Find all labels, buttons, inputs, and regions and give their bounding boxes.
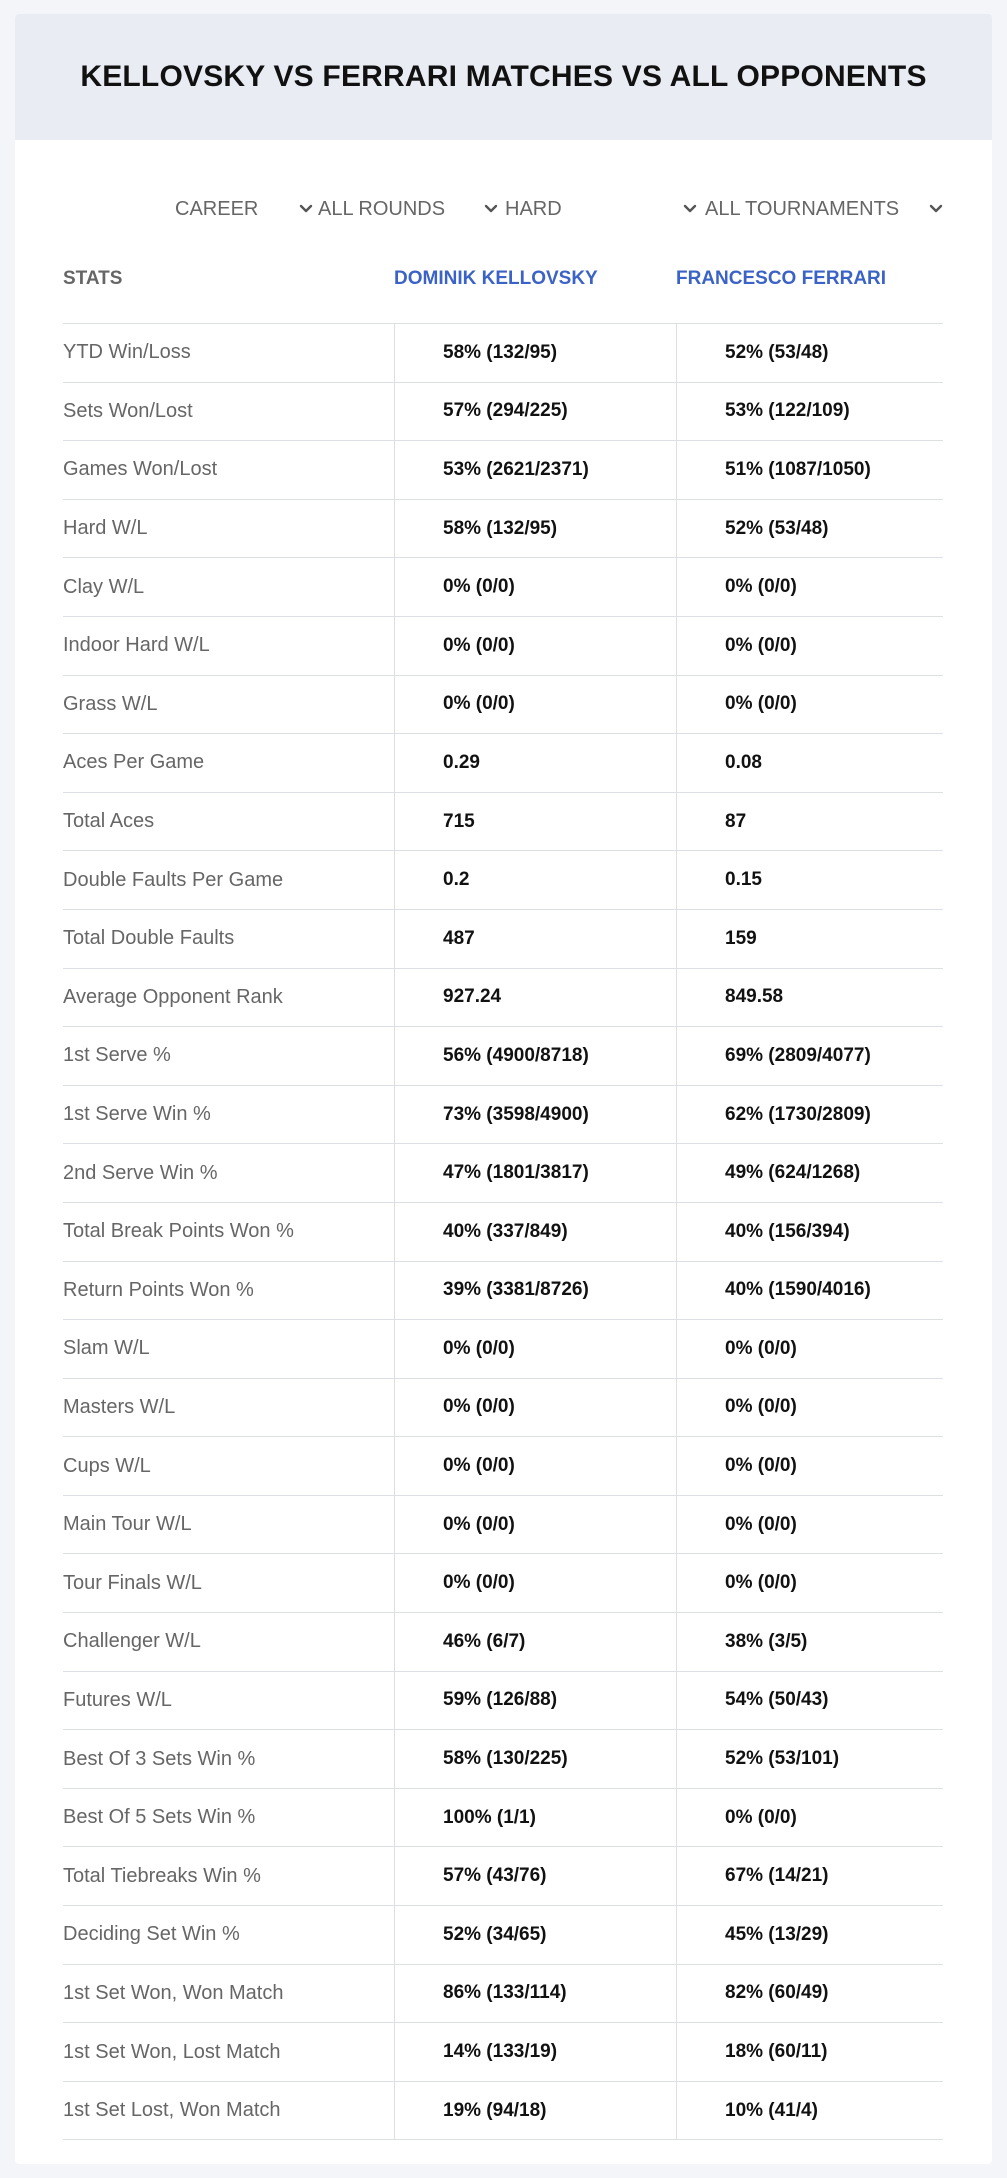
table-row: [63, 1262, 943, 1321]
stat-label: YTD Win/Loss: [63, 341, 191, 364]
stat-label: 1st Serve Win %: [63, 1103, 211, 1126]
table-row: [63, 851, 943, 910]
stat-label: Double Faults Per Game: [63, 868, 284, 891]
table-row: [63, 1437, 943, 1496]
table-row: [63, 441, 943, 500]
table-row: [63, 676, 943, 735]
page-header: [15, 14, 992, 140]
player1-value: 0% (0/0): [394, 1379, 676, 1437]
stat-label: Futures W/L: [63, 1688, 172, 1711]
table-row: [63, 324, 943, 383]
player1-value: 100% (1/1): [394, 1789, 676, 1847]
player1-value: 57% (294/225): [394, 383, 676, 441]
stat-label: Total Aces: [63, 810, 155, 833]
stats-column-header: STATS: [63, 268, 123, 289]
table-header: [63, 254, 943, 324]
stat-label: Masters W/L: [63, 1395, 176, 1418]
surface-filter-select[interactable]: [505, 184, 699, 234]
table-row: [63, 1613, 943, 1672]
player1-value: 59% (126/88): [394, 1672, 676, 1730]
player2-value: 10% (41/4): [676, 2082, 943, 2140]
chevron-down-icon: [927, 200, 945, 218]
player1-value: 47% (1801/3817): [394, 1144, 676, 1202]
stat-label: Total Break Points Won %: [63, 1220, 294, 1243]
player1-value: 0% (0/0): [394, 1437, 676, 1495]
table-row: [63, 617, 943, 676]
player1-value: 58% (132/95): [394, 500, 676, 558]
stat-label: Challenger W/L: [63, 1630, 201, 1653]
table-row: [63, 1789, 943, 1848]
player2-value: 0% (0/0): [676, 558, 943, 616]
stat-label: Tour Finals W/L: [63, 1571, 202, 1594]
player1-value: 57% (43/76): [394, 1847, 676, 1905]
stat-label: 2nd Serve Win %: [63, 1161, 218, 1184]
player1-value: 927.24: [394, 969, 676, 1027]
player1-value: 0% (0/0): [394, 1554, 676, 1612]
table-row: [63, 1906, 943, 1965]
filter-bar: [15, 184, 992, 234]
player2-value: 849.58: [676, 969, 943, 1027]
stat-label: Aces Per Game: [63, 751, 205, 774]
filter-label: ALL ROUNDS: [318, 197, 446, 220]
stat-label: Slam W/L: [63, 1337, 150, 1360]
page-title: KELLOVSKY VS FERRARI MATCHES VS ALL OPPONENTS: [80, 60, 927, 93]
table-row: [63, 558, 943, 617]
player1-value: 58% (132/95): [394, 324, 676, 382]
stat-label: 1st Set Lost, Won Match: [63, 2099, 281, 2122]
stats-card: [15, 14, 992, 2164]
table-row: [63, 1027, 943, 1086]
player2-value: 45% (13/29): [676, 1906, 943, 1964]
player1-value: 0.2: [394, 851, 676, 909]
player2-value: 53% (122/109): [676, 383, 943, 441]
player2-value: 52% (53/48): [676, 324, 943, 382]
player1-value: 0% (0/0): [394, 1320, 676, 1378]
player2-value: 40% (1590/4016): [676, 1262, 943, 1320]
filter-label: CAREER: [175, 197, 259, 220]
filter-label: ALL TOURNAMENTS: [705, 197, 900, 220]
table-row: [63, 1730, 943, 1789]
stat-label: Sets Won/Lost: [63, 399, 193, 422]
player2-value: 40% (156/394): [676, 1203, 943, 1261]
table-row: [63, 1320, 943, 1379]
player2-value: 38% (3/5): [676, 1613, 943, 1671]
table-row: [63, 1203, 943, 1262]
chevron-down-icon: [482, 200, 500, 218]
player1-value: 0.29: [394, 734, 676, 792]
stat-label: Deciding Set Win %: [63, 1923, 240, 1946]
player1-value: 19% (94/18): [394, 2082, 676, 2140]
player1-value: 73% (3598/4900): [394, 1086, 676, 1144]
player2-value: 18% (60/11): [676, 2023, 943, 2081]
stat-label: Best Of 3 Sets Win %: [63, 1747, 256, 1770]
player1-value: 0% (0/0): [394, 558, 676, 616]
player2-value: 49% (624/1268): [676, 1144, 943, 1202]
stat-label: Indoor Hard W/L: [63, 634, 210, 657]
stats-table-body: [63, 324, 943, 2140]
stat-label: Average Opponent Rank: [63, 985, 283, 1008]
table-row: [63, 2082, 943, 2141]
player1-value: 0% (0/0): [394, 617, 676, 675]
player1-value: 52% (34/65): [394, 1906, 676, 1964]
player2-value: 0% (0/0): [676, 617, 943, 675]
player2-value: 0% (0/0): [676, 1437, 943, 1495]
player1-value: 58% (130/225): [394, 1730, 676, 1788]
player1-value: 0% (0/0): [394, 1496, 676, 1554]
stat-label: Grass W/L: [63, 692, 158, 715]
stat-label: Main Tour W/L: [63, 1513, 192, 1536]
stat-label: Return Points Won %: [63, 1278, 254, 1301]
stat-label: Cups W/L: [63, 1454, 151, 1477]
player2-value: 0% (0/0): [676, 676, 943, 734]
stat-label: Best Of 5 Sets Win %: [63, 1806, 256, 1829]
table-row: [63, 734, 943, 793]
player1-value: 46% (6/7): [394, 1613, 676, 1671]
filter-label: HARD: [505, 197, 562, 220]
player1-value: 53% (2621/2371): [394, 441, 676, 499]
player2-value: 0.15: [676, 851, 943, 909]
stat-label: Hard W/L: [63, 517, 148, 540]
player2-value: 62% (1730/2809): [676, 1086, 943, 1144]
player1-value: 56% (4900/8718): [394, 1027, 676, 1085]
stat-label: 1st Set Won, Lost Match: [63, 2040, 281, 2063]
table-row: [63, 1496, 943, 1555]
player2-value: 0% (0/0): [676, 1496, 943, 1554]
player1-value: 487: [394, 910, 676, 968]
player2-value: 51% (1087/1050): [676, 441, 943, 499]
player1-value: 39% (3381/8726): [394, 1262, 676, 1320]
player2-value: 0% (0/0): [676, 1554, 943, 1612]
stat-label: 1st Set Won, Won Match: [63, 1981, 284, 2004]
stat-label: 1st Serve %: [63, 1044, 171, 1067]
player2-value: 0% (0/0): [676, 1320, 943, 1378]
table-row: [63, 1672, 943, 1731]
table-row: [63, 1847, 943, 1906]
player2-value: 87: [676, 793, 943, 851]
table-row: [63, 1086, 943, 1145]
chevron-down-icon: [681, 200, 699, 218]
table-row: [63, 500, 943, 559]
stat-label: Clay W/L: [63, 575, 145, 598]
table-row: [63, 969, 943, 1028]
player2-column-header[interactable]: FRANCESCO FERRARI: [676, 268, 887, 289]
chevron-down-icon: [297, 200, 315, 218]
table-row: [63, 2023, 943, 2082]
table-row: [63, 793, 943, 852]
stat-label: Total Double Faults: [63, 927, 235, 950]
player2-value: 82% (60/49): [676, 1965, 943, 2023]
player1-value: 0% (0/0): [394, 676, 676, 734]
career-filter-select[interactable]: [175, 184, 315, 234]
player1-value: 715: [394, 793, 676, 851]
player1-value: 14% (133/19): [394, 2023, 676, 2081]
tournaments-filter-select[interactable]: [705, 184, 945, 234]
player2-value: 159: [676, 910, 943, 968]
player2-value: 52% (53/48): [676, 500, 943, 558]
player2-value: 54% (50/43): [676, 1672, 943, 1730]
player2-value: 52% (53/101): [676, 1730, 943, 1788]
player2-value: 0.08: [676, 734, 943, 792]
table-row: [63, 1379, 943, 1438]
table-row: [63, 1554, 943, 1613]
stat-label: Total Tiebreaks Win %: [63, 1864, 261, 1887]
table-row: [63, 910, 943, 969]
table-row: [63, 1965, 943, 2024]
player1-value: 40% (337/849): [394, 1203, 676, 1261]
table-row: [63, 1144, 943, 1203]
player2-value: 67% (14/21): [676, 1847, 943, 1905]
player1-column-header[interactable]: DOMINIK KELLOVSKY: [394, 268, 598, 289]
player2-value: 0% (0/0): [676, 1789, 943, 1847]
table-row: [63, 383, 943, 442]
player2-value: 69% (2809/4077): [676, 1027, 943, 1085]
rounds-filter-select[interactable]: [318, 184, 500, 234]
player1-value: 86% (133/114): [394, 1965, 676, 2023]
stat-label: Games Won/Lost: [63, 458, 218, 481]
player2-value: 0% (0/0): [676, 1379, 943, 1437]
